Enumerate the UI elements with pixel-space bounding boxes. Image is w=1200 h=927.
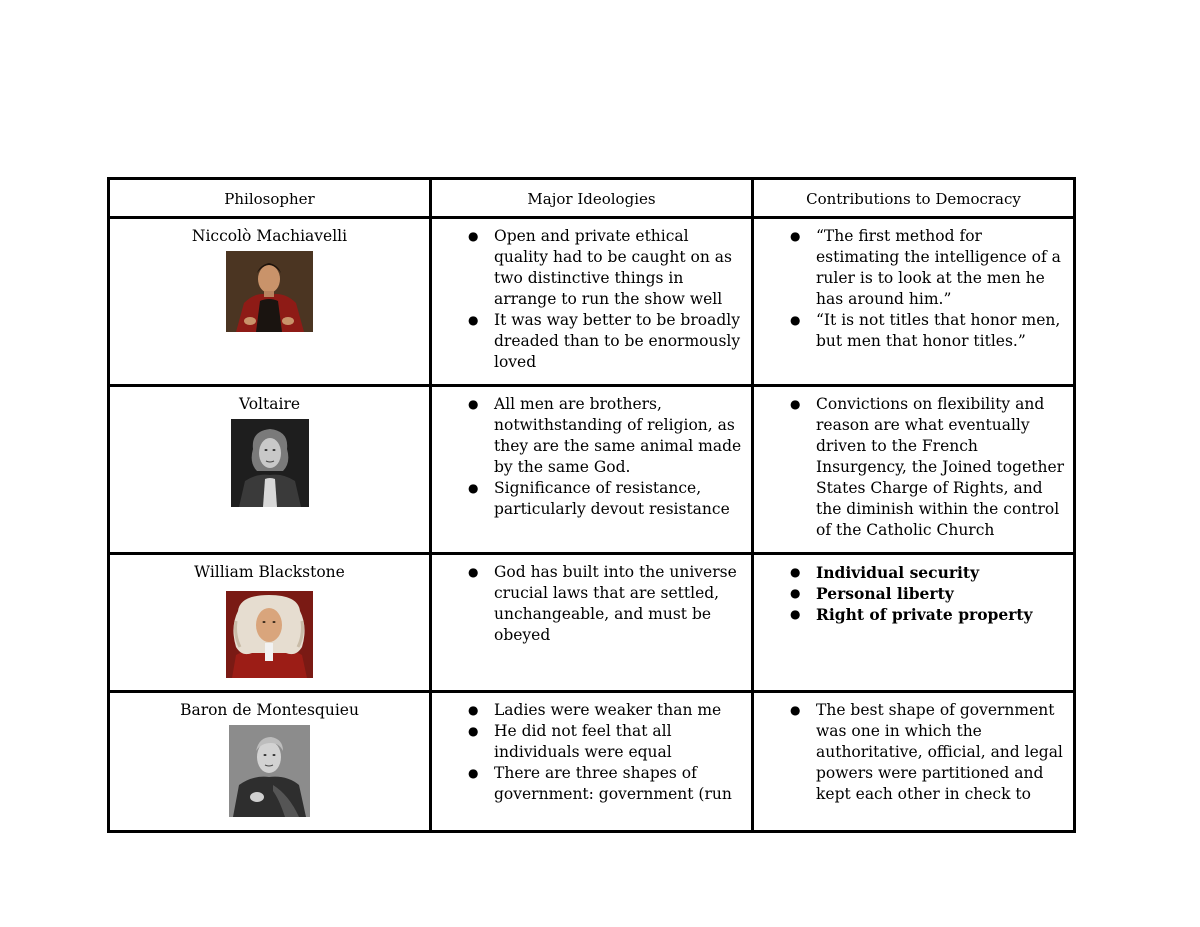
ideologies-list [432, 219, 751, 373]
list-item: ● The best shape of government was one in which the authoritative, official, and legal powers were partitioned and kept each other in check to [754, 700, 1065, 805]
contributions-list [754, 693, 1073, 805]
philosopher-name: Niccolò Machiavelli [191, 227, 348, 245]
list-item: ● Personal liberty [754, 583, 1065, 604]
header-philosopher: Philosopher [109, 179, 431, 218]
philosophers-table [107, 177, 1076, 833]
ideologies-cell [431, 218, 753, 386]
voltaire-portrait [231, 419, 309, 507]
list-item: ● All men are brothers, notwithstanding of religion, as they are the same animal made by the same God. [432, 394, 743, 478]
machiavelli-portrait [226, 251, 313, 332]
montesquieu-portrait [229, 725, 310, 817]
contributions-cell [753, 386, 1075, 554]
list-item: ● Right of private property [754, 604, 1065, 625]
ideologies-cell [431, 692, 753, 832]
contributions-list [754, 219, 1073, 352]
list-item: ● Open and private ethical quality had to be caught on as two distinctive things in arrange to run the show well [432, 226, 743, 310]
header-major-ideologies: Major Ideologies [431, 179, 753, 218]
list-item: ● God has built into the universe crucial laws that are settled, unchangeable, and must be obeyed [432, 562, 743, 646]
list-item: ● Ladies were weaker than me [432, 700, 743, 721]
ideologies-list [432, 555, 751, 646]
contributions-cell [753, 218, 1075, 386]
philosopher-cell [109, 218, 431, 386]
table-header-row [109, 179, 1075, 218]
list-item: ● There are three shapes of government: government (run [432, 763, 743, 805]
list-item: ● “The first method for estimating the intelligence of a ruler is to look at the men he has around him.” [754, 226, 1065, 310]
list-item: ● Significance of resistance, particularly devout resistance [432, 478, 743, 520]
table-row [109, 218, 1075, 386]
philosopher-cell [109, 386, 431, 554]
philosopher-cell [109, 692, 431, 832]
philosopher-name: William Blackstone [194, 563, 345, 581]
ideologies-cell [431, 554, 753, 692]
table-row [109, 554, 1075, 692]
list-item: ● It was way better to be broadly dreaded than to be enormously loved [432, 310, 743, 373]
ideologies-list [432, 387, 751, 520]
table-row [109, 692, 1075, 832]
list-item: ● He did not feel that all individuals were equal [432, 721, 743, 763]
list-item: ● Individual security [754, 562, 1065, 583]
ideologies-list [432, 693, 751, 805]
list-item: ● Convictions on flexibility and reason are what eventually driven to the French Insurgency, the Joined together States Charge of Rights, and the diminish within the control of the Catholic Church [754, 394, 1065, 541]
header-contributions: Contributions to Democracy [753, 179, 1075, 218]
blackstone-portrait [226, 591, 313, 678]
philosopher-name: Voltaire [238, 395, 301, 413]
contributions-list [754, 387, 1073, 541]
contributions-list [754, 555, 1073, 625]
contributions-cell [753, 692, 1075, 832]
list-item: ● “It is not titles that honor men, but men that honor titles.” [754, 310, 1065, 352]
table-row [109, 386, 1075, 554]
contributions-cell [753, 554, 1075, 692]
philosopher-cell [109, 554, 431, 692]
philosopher-name: Baron de Montesquieu [180, 701, 359, 719]
ideologies-cell [431, 386, 753, 554]
